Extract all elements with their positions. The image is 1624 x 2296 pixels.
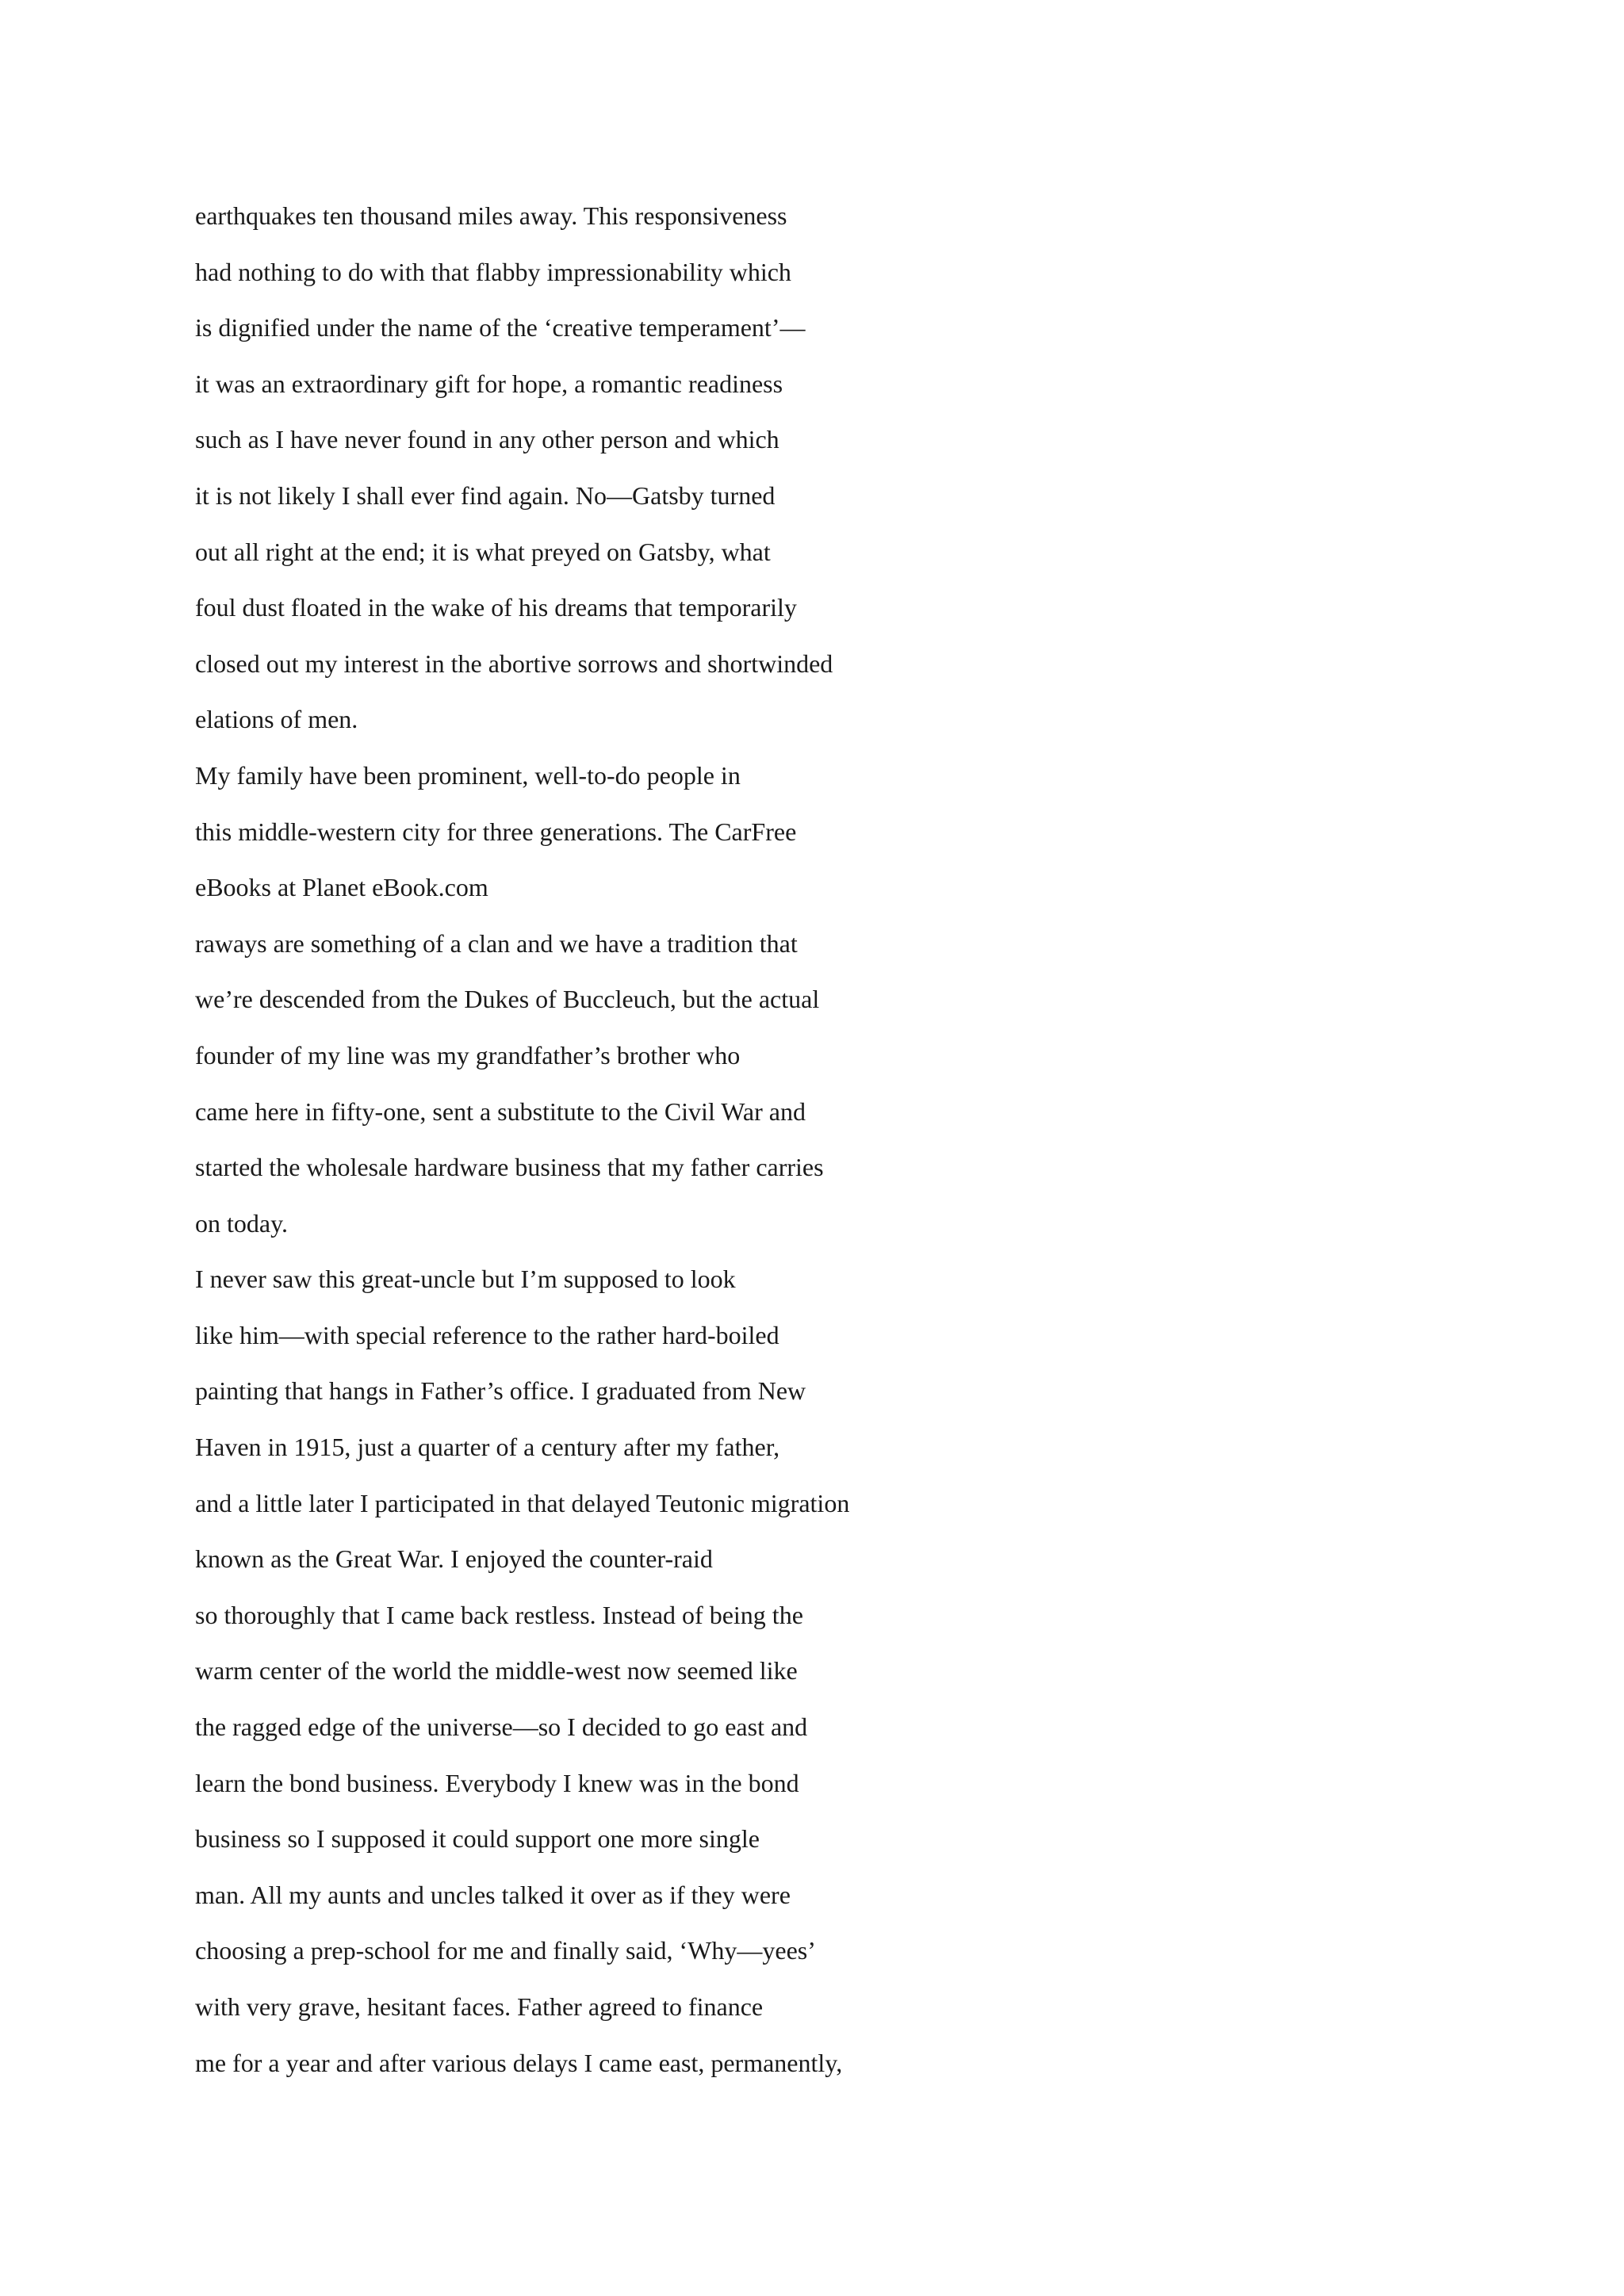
text-line: choosing a prep-school for me and finally said, ‘Why—yees’: [195, 1936, 816, 1965]
text-line: it was an extraordinary gift for hope, a romantic readiness: [195, 369, 783, 398]
body-text: [195, 188, 1543, 2091]
text-line: raways are something of a clan and we have a tradition that: [195, 928, 798, 958]
text-line: learn the bond business. Everybody I knew was in the bond: [195, 1768, 799, 1797]
text-line: eBooks at Planet eBook.com: [195, 873, 488, 902]
text-line: this middle-western city for three generations. The CarFree: [195, 817, 797, 846]
text-line: came here in fifty-one, sent a substitute to the Civil War and: [195, 1096, 806, 1126]
text-line: earthquakes ten thousand miles away. This responsiveness: [195, 201, 787, 230]
text-line: founder of my line was my grandfather’s brother who: [195, 1040, 741, 1070]
text-line: warm center of the world the middle-west now seemed like: [195, 1656, 798, 1686]
text-line: such as I have never found in any other person and which: [195, 425, 779, 454]
text-line: I never saw this great-uncle but I’m supposed to look: [195, 1265, 736, 1294]
text-line: so thoroughly that I came back restless. Instead of being the: [195, 1600, 803, 1629]
text-line: man. All my aunts and uncles talked it over as if they were: [195, 1880, 791, 1909]
text-line: out all right at the end; it is what preyed on Gatsby, what: [195, 537, 771, 566]
text-line: foul dust floated in the wake of his dreams that temporarily: [195, 593, 797, 622]
text-line: on today.: [195, 1208, 289, 1238]
text-line: the ragged edge of the universe—so I decided to go east and: [195, 1712, 808, 1742]
text-line: My family have been prominent, well-to-do people in: [195, 760, 741, 790]
text-line: painting that hangs in Father’s office. I graduated from New: [195, 1376, 806, 1406]
text-line: business so I supposed it could support one more single: [195, 1824, 760, 1854]
text-line: is dignified under the name of the ‘creative temperament’—: [195, 313, 806, 342]
text-line: we’re descended from the Dukes of Buccleuch, but the actual: [195, 985, 820, 1014]
text-line: and a little later I participated in that delayed Teutonic migration: [195, 1488, 850, 1517]
text-line: known as the Great War. I enjoyed the counter-raid: [195, 1544, 713, 1574]
text-line: started the wholesale hardware business that my father carries: [195, 1153, 824, 1182]
text-line: with very grave, hesitant faces. Father agreed to finance: [195, 1992, 764, 2021]
text-line: elations of men.: [195, 705, 358, 734]
text-line: had nothing to do with that flabby impressionability which: [195, 257, 791, 286]
text-line: it is not likely I shall ever find again. No—Gatsby turned: [195, 480, 776, 510]
text-line: me for a year and after various delays I came east, permanently,: [195, 2048, 843, 2077]
text-line: like him—with special reference to the rather hard-boiled: [195, 1320, 779, 1349]
text-line: closed out my interest in the abortive sorrows and shortwinded: [195, 649, 833, 678]
text-line: Haven in 1915, just a quarter of a century after my father,: [195, 1433, 780, 1462]
